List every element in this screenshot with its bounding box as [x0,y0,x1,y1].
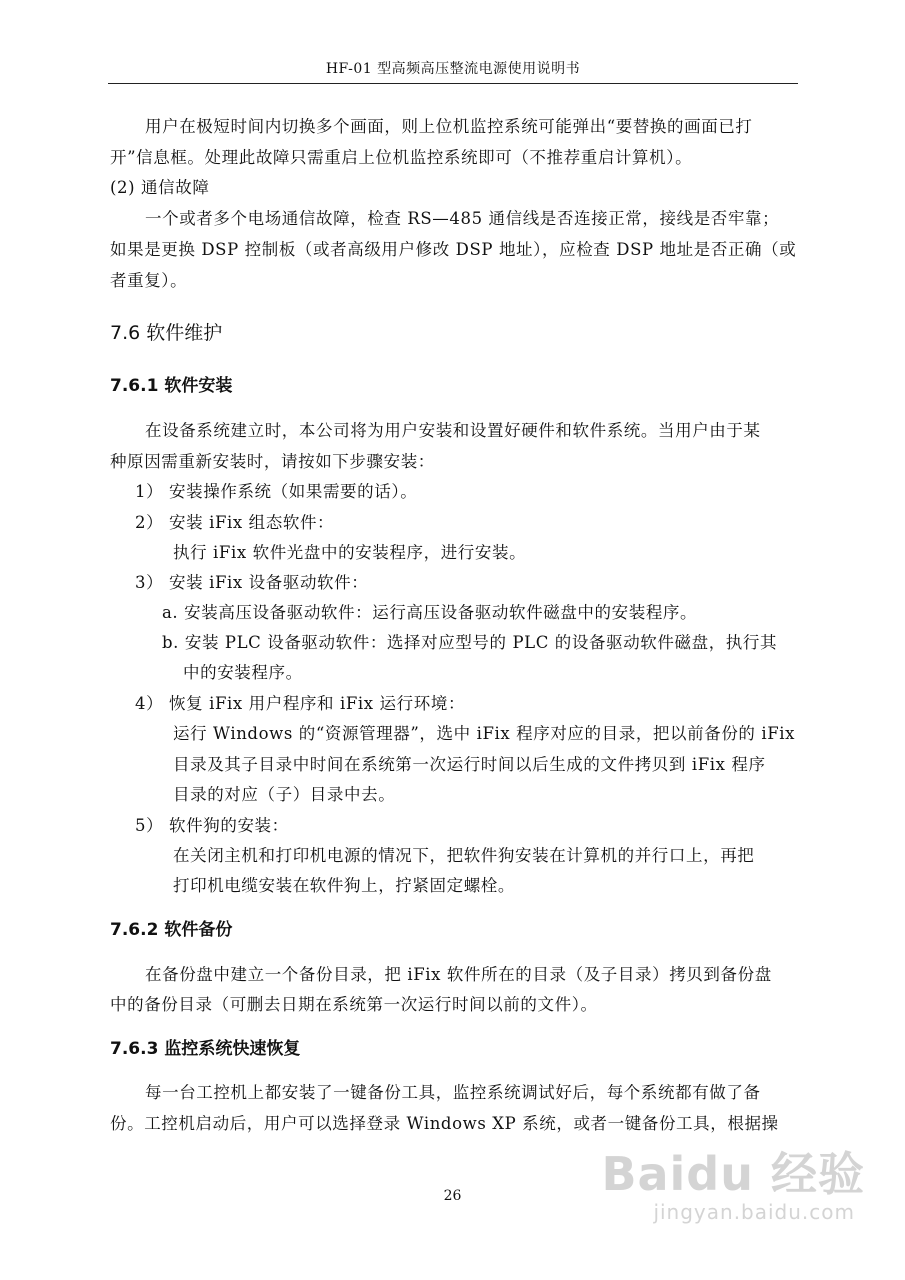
list-item-detail: 运行 Windows 的“资源管理器”，选中 iFix 程序对应的目录，把以前备份的 iFix [173,724,796,743]
page-number: 26 [443,1188,462,1204]
list-item-detail: 目录的对应（子）目录中去。 [173,785,396,804]
paragraph-line: 用户在极短时间内切换多个画面，则上位机监控系统可能弹出“要替换的画面已打 [145,117,753,136]
list-item-detail: 执行 iFix 软件光盘中的安装程序，进行安装。 [173,543,527,562]
list-item: 1） 安装操作系统（如果需要的话）。 [135,482,418,501]
paragraph-line: 种原因需重新安装时，请按如下步骤安装： [110,452,435,471]
paragraph-line: 一个或者多个电场通信故障，检查 RS—485 通信线是否连接正常，接线是否牢靠； [145,209,780,228]
list-item-detail: 在关闭主机和打印机电源的情况下，把软件狗安装在计算机的并行口上，再把 [173,846,755,865]
paragraph-line: 每一台工控机上都安装了一键备份工具，监控系统调试好后，每个系统都有做了备 [145,1083,761,1102]
subsection-heading: 7.6.3 监控系统快速恢复 [110,1039,301,1059]
paragraph-line: 在备份盘中建立一个备份目录，把 iFix 软件所在的目录（及子目录）拷贝到备份盘 [145,965,772,984]
paragraph-line: 如果是更换 DSP 控制板（或者高级用户修改 DSP 地址），应检查 DSP 地址是否正确（或 [110,240,797,259]
list-item: 2） 安装 iFix 组态软件： [135,513,335,532]
subsection-heading: 7.6.2 软件备份 [110,920,233,940]
watermark-url: jingyan.baidu.com [653,1200,855,1224]
list-item-detail: 打印机电缆安装在软件狗上，拧紧固定螺栓。 [173,876,515,895]
list-item: 4） 恢复 iFix 用户程序和 iFix 运行环境： [135,694,466,713]
paragraph-line: 份。工控机启动后，用户可以选择登录 Windows XP 系统，或者一键备份工具，根据操 [110,1114,779,1133]
watermark [601,1148,865,1224]
sub-list-item: a. 安装高压设备驱动软件：运行高压设备驱动软件磁盘中的安装程序。 [162,603,698,622]
list-item: 5） 软件狗的安装： [135,816,289,835]
list-item-detail: 目录及其子目录中时间在系统第一次运行时间以后生成的文件拷贝到 iFix 程序 [173,755,766,774]
sub-list-item-continuation: 中的安装程序。 [183,663,303,682]
subheading: (2) 通信故障 [110,178,210,197]
header-rule [108,83,798,84]
subsection-heading: 7.6.1 软件安装 [110,376,233,396]
paragraph-line: 在设备系统建立时，本公司将为用户安装和设置好硬件和软件系统。当用户由于某 [145,421,761,440]
sub-list-item: b. 安装 PLC 设备驱动软件：选择对应型号的 PLC 的设备驱动软件磁盘，执行其 [162,633,778,652]
paragraph-line: 中的备份目录（可删去日期在系统第一次运行时间以前的文件）。 [110,995,598,1014]
paragraph-line: 开”信息框。处理此故障只需重启上位机监控系统即可（不推荐重启计算机）。 [110,148,693,167]
running-header: HF-01 型高频高压整流电源使用说明书 [325,61,581,77]
paragraph-line: 者重复）。 [110,271,188,290]
list-item: 3） 安装 iFix 设备驱动软件： [135,573,369,592]
section-heading: 7.6 软件维护 [110,322,223,344]
watermark-brand: Baidu 经验 [601,1147,865,1201]
